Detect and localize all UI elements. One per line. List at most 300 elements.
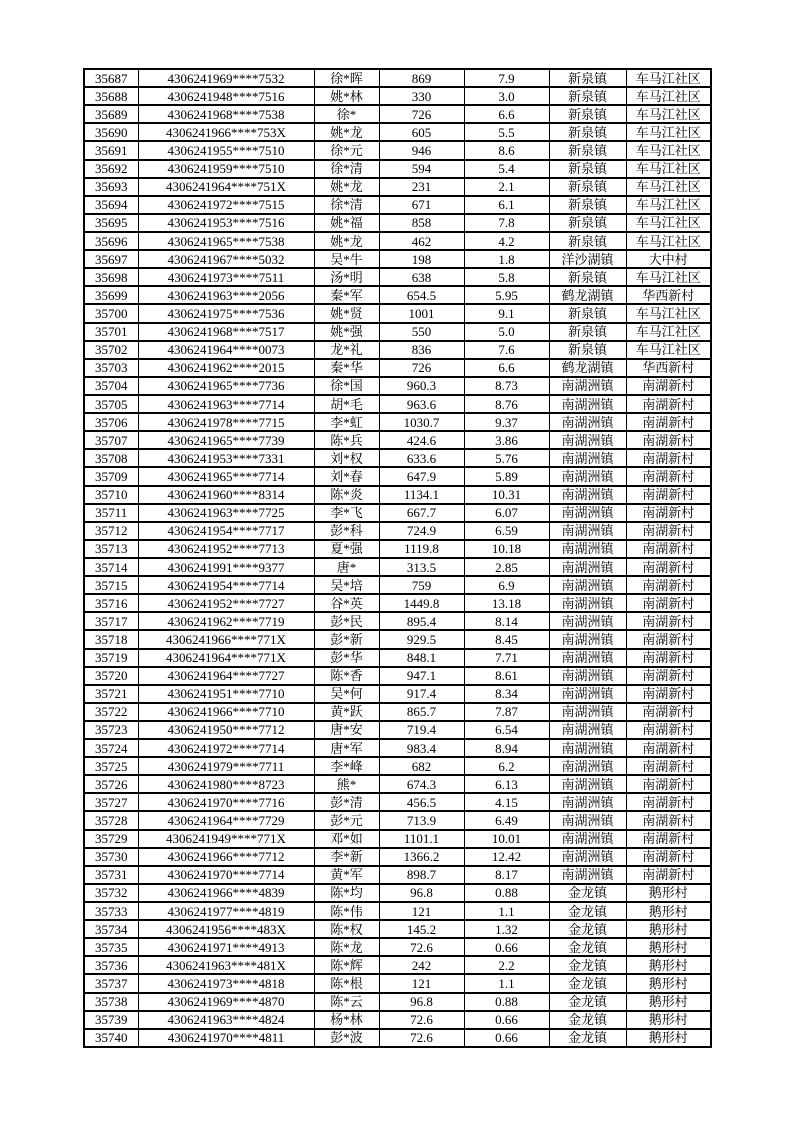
table-cell-name: 吴*何 — [314, 685, 379, 703]
table-cell-village: 鹅形村 — [626, 920, 711, 938]
table-cell-name: 姚*龙 — [314, 123, 379, 141]
table-cell-town: 南湖洲镇 — [549, 721, 626, 739]
table-cell-seq: 35719 — [84, 649, 138, 667]
table-cell-value2: 8.34 — [464, 685, 549, 703]
table-cell-name: 陈*伟 — [314, 902, 379, 920]
table-cell-town: 南湖洲镇 — [549, 775, 626, 793]
table-cell-name: 吴*培 — [314, 576, 379, 594]
table-cell-seq: 35712 — [84, 522, 138, 540]
table-cell-seq: 35715 — [84, 576, 138, 594]
table-cell-seq: 35721 — [84, 685, 138, 703]
table-cell-value1: 898.7 — [379, 866, 464, 884]
table-cell-value1: 72.6 — [379, 1011, 464, 1029]
table-cell-town: 南湖洲镇 — [549, 522, 626, 540]
table-cell-id-number: 4306241964****7727 — [138, 667, 314, 685]
table-row — [84, 214, 711, 232]
table-cell-village: 鹅形村 — [626, 938, 711, 956]
table-row — [84, 703, 711, 721]
table-cell-id-number: 4306241970****7714 — [138, 866, 314, 884]
table-cell-town: 南湖洲镇 — [549, 540, 626, 558]
table-cell-town: 新泉镇 — [549, 105, 626, 123]
table-row — [84, 105, 711, 123]
table-cell-value2: 1.32 — [464, 920, 549, 938]
table-cell-value1: 550 — [379, 323, 464, 341]
table-cell-seq: 35700 — [84, 304, 138, 322]
table-cell-seq: 35727 — [84, 793, 138, 811]
table-cell-name: 徐*清 — [314, 160, 379, 178]
table-cell-name: 唐* — [314, 558, 379, 576]
table-cell-value2: 8.73 — [464, 377, 549, 395]
table-cell-value2: 10.31 — [464, 486, 549, 504]
table-cell-id-number: 4306241956****483X — [138, 920, 314, 938]
table-cell-value2: 0.88 — [464, 884, 549, 902]
table-cell-village: 华西新村 — [626, 359, 711, 377]
table-cell-id-number: 4306241953****7516 — [138, 214, 314, 232]
table-cell-town: 新泉镇 — [549, 304, 626, 322]
table-cell-seq: 35705 — [84, 395, 138, 413]
table-cell-value2: 3.0 — [464, 87, 549, 105]
table-cell-value2: 1.1 — [464, 902, 549, 920]
table-cell-value2: 0.66 — [464, 938, 549, 956]
table-cell-value1: 96.8 — [379, 993, 464, 1011]
table-cell-id-number: 4306241968****7538 — [138, 105, 314, 123]
table-cell-id-number: 4306241962****2015 — [138, 359, 314, 377]
table-cell-value1: 983.4 — [379, 739, 464, 757]
table-cell-village: 南湖新村 — [626, 866, 711, 884]
table-cell-value1: 633.6 — [379, 449, 464, 467]
table-row — [84, 87, 711, 105]
table-cell-value1: 605 — [379, 123, 464, 141]
table-cell-value2: 12.42 — [464, 848, 549, 866]
table-cell-name: 熊* — [314, 775, 379, 793]
table-cell-name: 邓*如 — [314, 830, 379, 848]
table-cell-value1: 330 — [379, 87, 464, 105]
table-cell-seq: 35731 — [84, 866, 138, 884]
table-cell-town: 金龙镇 — [549, 902, 626, 920]
table-cell-value2: 6.9 — [464, 576, 549, 594]
table-cell-name: 李*虹 — [314, 413, 379, 431]
table-row — [84, 178, 711, 196]
table-cell-value1: 719.4 — [379, 721, 464, 739]
table-row — [84, 69, 711, 87]
table-cell-value1: 848.1 — [379, 649, 464, 667]
table-cell-village: 南湖新村 — [626, 630, 711, 648]
table-cell-seq: 35687 — [84, 69, 138, 87]
table-cell-town: 新泉镇 — [549, 323, 626, 341]
table-cell-name: 姚*龙 — [314, 232, 379, 250]
table-cell-town: 南湖洲镇 — [549, 757, 626, 775]
table-cell-seq: 35699 — [84, 286, 138, 304]
table-cell-name: 徐*晖 — [314, 69, 379, 87]
table-row — [84, 341, 711, 359]
table-cell-village: 鹅形村 — [626, 974, 711, 992]
table-cell-name: 姚*林 — [314, 87, 379, 105]
table-cell-name: 陈*根 — [314, 974, 379, 992]
table-cell-seq: 35734 — [84, 920, 138, 938]
table-cell-id-number: 4306241972****7714 — [138, 739, 314, 757]
table-cell-id-number: 4306241949****771X — [138, 830, 314, 848]
table-cell-town: 金龙镇 — [549, 974, 626, 992]
table-cell-id-number: 4306241964****751X — [138, 178, 314, 196]
table-row — [84, 920, 711, 938]
table-cell-seq: 35726 — [84, 775, 138, 793]
table-row — [84, 232, 711, 250]
table-cell-name: 姚*贤 — [314, 304, 379, 322]
table-cell-name: 唐*安 — [314, 721, 379, 739]
table-cell-village: 车马江社区 — [626, 341, 711, 359]
table-cell-village: 华西新村 — [626, 286, 711, 304]
table-cell-value1: 72.6 — [379, 1029, 464, 1047]
table-cell-id-number: 4306241965****7739 — [138, 431, 314, 449]
table-cell-name: 黄*跃 — [314, 703, 379, 721]
table-cell-seq: 35703 — [84, 359, 138, 377]
table-cell-town: 新泉镇 — [549, 123, 626, 141]
table-cell-name: 陈*权 — [314, 920, 379, 938]
table-row — [84, 956, 711, 974]
table-cell-town: 新泉镇 — [549, 178, 626, 196]
table-cell-value1: 96.8 — [379, 884, 464, 902]
table-row — [84, 848, 711, 866]
table-cell-village: 南湖新村 — [626, 739, 711, 757]
table-row — [84, 377, 711, 395]
table-cell-seq: 35701 — [84, 323, 138, 341]
table-cell-value2: 3.86 — [464, 431, 549, 449]
table-row — [84, 649, 711, 667]
table-cell-id-number: 4306241966****771X — [138, 630, 314, 648]
table-cell-town: 南湖洲镇 — [549, 667, 626, 685]
table-cell-town: 南湖洲镇 — [549, 594, 626, 612]
table-cell-name: 陈*云 — [314, 993, 379, 1011]
table-row — [84, 902, 711, 920]
table-cell-village: 车马江社区 — [626, 196, 711, 214]
table-cell-seq: 35729 — [84, 830, 138, 848]
table-cell-value2: 8.76 — [464, 395, 549, 413]
table-row — [84, 866, 711, 884]
table-cell-village: 车马江社区 — [626, 232, 711, 250]
table-row — [84, 504, 711, 522]
table-row — [84, 123, 711, 141]
table-cell-village: 南湖新村 — [626, 377, 711, 395]
table-cell-value2: 2.85 — [464, 558, 549, 576]
table-cell-value2: 0.88 — [464, 993, 549, 1011]
table-cell-town: 南湖洲镇 — [549, 649, 626, 667]
table-cell-village: 南湖新村 — [626, 594, 711, 612]
table-cell-value2: 7.9 — [464, 69, 549, 87]
table-cell-seq: 35735 — [84, 938, 138, 956]
table-cell-seq: 35709 — [84, 467, 138, 485]
table-cell-town: 新泉镇 — [549, 341, 626, 359]
table-cell-value1: 1119.8 — [379, 540, 464, 558]
table-cell-town: 金龙镇 — [549, 938, 626, 956]
table-cell-village: 车马江社区 — [626, 160, 711, 178]
table-cell-town: 南湖洲镇 — [549, 504, 626, 522]
table-cell-village: 鹅形村 — [626, 1029, 711, 1047]
table-cell-seq: 35707 — [84, 431, 138, 449]
table-cell-id-number: 4306241978****7715 — [138, 413, 314, 431]
table-cell-value2: 5.89 — [464, 467, 549, 485]
table-cell-value1: 1030.7 — [379, 413, 464, 431]
table-cell-village: 鹅形村 — [626, 993, 711, 1011]
table-cell-value2: 6.59 — [464, 522, 549, 540]
table-cell-value1: 121 — [379, 902, 464, 920]
table-cell-name: 彭*民 — [314, 612, 379, 630]
table-cell-town: 南湖洲镇 — [549, 703, 626, 721]
table-cell-id-number: 4306241960****8314 — [138, 486, 314, 504]
table-cell-value1: 895.4 — [379, 612, 464, 630]
table-cell-seq: 35711 — [84, 504, 138, 522]
table-cell-town: 南湖洲镇 — [549, 848, 626, 866]
table-row — [84, 1029, 711, 1047]
table-cell-seq: 35691 — [84, 141, 138, 159]
table-row — [84, 413, 711, 431]
table-cell-seq: 35697 — [84, 250, 138, 268]
table-cell-town: 新泉镇 — [549, 160, 626, 178]
table-cell-value1: 960.3 — [379, 377, 464, 395]
table-row — [84, 558, 711, 576]
table-cell-seq: 35706 — [84, 413, 138, 431]
table-cell-seq: 35736 — [84, 956, 138, 974]
table-cell-id-number: 4306241954****7717 — [138, 522, 314, 540]
table-cell-village: 南湖新村 — [626, 667, 711, 685]
table-cell-value2: 8.6 — [464, 141, 549, 159]
table-cell-id-number: 4306241966****4839 — [138, 884, 314, 902]
table-cell-village: 鹅形村 — [626, 956, 711, 974]
table-cell-id-number: 4306241970****4811 — [138, 1029, 314, 1047]
table-cell-town: 南湖洲镇 — [549, 486, 626, 504]
table-cell-value1: 929.5 — [379, 630, 464, 648]
table-cell-seq: 35717 — [84, 612, 138, 630]
table-row — [84, 141, 711, 159]
table-cell-value2: 9.1 — [464, 304, 549, 322]
table-cell-id-number: 4306241966****7712 — [138, 848, 314, 866]
table-cell-value1: 1449.8 — [379, 594, 464, 612]
table-cell-village: 南湖新村 — [626, 649, 711, 667]
table-row — [84, 160, 711, 178]
table-cell-village: 车马江社区 — [626, 105, 711, 123]
table-cell-village: 鹅形村 — [626, 1011, 711, 1029]
table-row — [84, 884, 711, 902]
table-cell-seq: 35696 — [84, 232, 138, 250]
table-cell-name: 陈*炎 — [314, 486, 379, 504]
table-cell-town: 南湖洲镇 — [549, 739, 626, 757]
table-cell-name: 陈*香 — [314, 667, 379, 685]
table-cell-value2: 6.49 — [464, 811, 549, 829]
table-cell-value2: 7.71 — [464, 649, 549, 667]
table-cell-id-number: 4306241977****4819 — [138, 902, 314, 920]
table-cell-value1: 424.6 — [379, 431, 464, 449]
table-cell-town: 金龙镇 — [549, 956, 626, 974]
table-cell-town: 南湖洲镇 — [549, 558, 626, 576]
table-cell-value1: 836 — [379, 341, 464, 359]
table-cell-id-number: 4306241972****7515 — [138, 196, 314, 214]
table-cell-id-number: 4306241965****7714 — [138, 467, 314, 485]
table-cell-value1: 667.7 — [379, 504, 464, 522]
table-cell-town: 新泉镇 — [549, 268, 626, 286]
table-cell-value1: 947.1 — [379, 667, 464, 685]
table-cell-seq: 35732 — [84, 884, 138, 902]
table-cell-value2: 7.87 — [464, 703, 549, 721]
table-row — [84, 359, 711, 377]
table-cell-town: 南湖洲镇 — [549, 811, 626, 829]
table-cell-name: 徐*清 — [314, 196, 379, 214]
table-cell-seq: 35708 — [84, 449, 138, 467]
table-cell-id-number: 4306241971****4913 — [138, 938, 314, 956]
table-cell-seq: 35740 — [84, 1029, 138, 1047]
table-cell-village: 南湖新村 — [626, 793, 711, 811]
table-row — [84, 721, 711, 739]
table-cell-name: 彭*华 — [314, 649, 379, 667]
table-row — [84, 757, 711, 775]
table-cell-name: 李*新 — [314, 848, 379, 866]
table-cell-name: 唐*军 — [314, 739, 379, 757]
table-row — [84, 775, 711, 793]
table-cell-id-number: 4306241955****7510 — [138, 141, 314, 159]
table-cell-seq: 35733 — [84, 902, 138, 920]
table-cell-value2: 8.17 — [464, 866, 549, 884]
table-cell-village: 车马江社区 — [626, 304, 711, 322]
table-cell-town: 金龙镇 — [549, 1029, 626, 1047]
table-cell-id-number: 4306241963****7714 — [138, 395, 314, 413]
table-cell-village: 南湖新村 — [626, 703, 711, 721]
table-cell-value2: 6.2 — [464, 757, 549, 775]
table-cell-town: 南湖洲镇 — [549, 612, 626, 630]
table-cell-value1: 242 — [379, 956, 464, 974]
table-cell-village: 车马江社区 — [626, 323, 711, 341]
table-cell-name: 吴*牛 — [314, 250, 379, 268]
table-cell-seq: 35695 — [84, 214, 138, 232]
table-cell-village: 车马江社区 — [626, 69, 711, 87]
table-cell-village: 南湖新村 — [626, 612, 711, 630]
table-cell-seq: 35728 — [84, 811, 138, 829]
table-cell-town: 金龙镇 — [549, 993, 626, 1011]
table-row — [84, 486, 711, 504]
table-cell-value2: 2.2 — [464, 956, 549, 974]
table-cell-name: 刘*权 — [314, 449, 379, 467]
table-cell-value2: 1.8 — [464, 250, 549, 268]
table-cell-seq: 35730 — [84, 848, 138, 866]
table-cell-id-number: 4306241973****7511 — [138, 268, 314, 286]
table-cell-value1: 121 — [379, 974, 464, 992]
table-row — [84, 938, 711, 956]
table-cell-name: 彭*波 — [314, 1029, 379, 1047]
table-cell-village: 南湖新村 — [626, 685, 711, 703]
table-cell-village: 南湖新村 — [626, 721, 711, 739]
table-cell-name: 姚*福 — [314, 214, 379, 232]
table-cell-name: 陈*均 — [314, 884, 379, 902]
table-cell-value2: 4.15 — [464, 793, 549, 811]
table-cell-town: 新泉镇 — [549, 232, 626, 250]
table-cell-value2: 6.07 — [464, 504, 549, 522]
table-cell-town: 新泉镇 — [549, 141, 626, 159]
table-cell-value1: 671 — [379, 196, 464, 214]
table-cell-name: 徐*元 — [314, 141, 379, 159]
table-cell-id-number: 4306241964****0073 — [138, 341, 314, 359]
table-cell-village: 车马江社区 — [626, 141, 711, 159]
table-cell-village: 大中村 — [626, 250, 711, 268]
table-cell-name: 彭*科 — [314, 522, 379, 540]
table-cell-value1: 682 — [379, 757, 464, 775]
table-cell-town: 南湖洲镇 — [549, 377, 626, 395]
table-cell-town: 洋沙湖镇 — [549, 250, 626, 268]
table-cell-value2: 10.01 — [464, 830, 549, 848]
table-row — [84, 268, 711, 286]
table-cell-town: 鹤龙湖镇 — [549, 286, 626, 304]
table-cell-value2: 5.0 — [464, 323, 549, 341]
table-cell-id-number: 4306241965****7736 — [138, 377, 314, 395]
table-cell-value1: 638 — [379, 268, 464, 286]
table-cell-id-number: 4306241991****9377 — [138, 558, 314, 576]
table-cell-town: 金龙镇 — [549, 1011, 626, 1029]
table-cell-village: 鹅形村 — [626, 902, 711, 920]
table-cell-id-number: 4306241967****5032 — [138, 250, 314, 268]
table-cell-name: 秦*军 — [314, 286, 379, 304]
table-row — [84, 594, 711, 612]
table-row — [84, 1011, 711, 1029]
table-cell-value2: 6.6 — [464, 105, 549, 123]
table-row — [84, 467, 711, 485]
table-cell-value1: 713.9 — [379, 811, 464, 829]
table-cell-id-number: 4306241968****7517 — [138, 323, 314, 341]
table-cell-name: 徐* — [314, 105, 379, 123]
table-cell-village: 南湖新村 — [626, 504, 711, 522]
table-cell-village: 南湖新村 — [626, 431, 711, 449]
table-cell-value2: 8.14 — [464, 612, 549, 630]
table-cell-value1: 726 — [379, 359, 464, 377]
table-row — [84, 522, 711, 540]
table-cell-name: 李*飞 — [314, 504, 379, 522]
table-row — [84, 395, 711, 413]
table-cell-village: 鹅形村 — [626, 884, 711, 902]
table-cell-value2: 7.6 — [464, 341, 549, 359]
table-cell-id-number: 4306241966****7710 — [138, 703, 314, 721]
table-row — [84, 540, 711, 558]
table-cell-name: 刘*春 — [314, 467, 379, 485]
table-row — [84, 830, 711, 848]
table-cell-seq: 35738 — [84, 993, 138, 1011]
table-cell-value1: 674.3 — [379, 775, 464, 793]
table-cell-value2: 6.54 — [464, 721, 549, 739]
table-cell-value2: 10.18 — [464, 540, 549, 558]
table-cell-seq: 35692 — [84, 160, 138, 178]
table-cell-value2: 5.76 — [464, 449, 549, 467]
table-cell-id-number: 4306241965****7538 — [138, 232, 314, 250]
table-cell-town: 金龙镇 — [549, 884, 626, 902]
table-row — [84, 667, 711, 685]
table-cell-value1: 594 — [379, 160, 464, 178]
table-cell-village: 南湖新村 — [626, 757, 711, 775]
table-cell-name: 谷*英 — [314, 594, 379, 612]
table-cell-name: 姚*龙 — [314, 178, 379, 196]
table-cell-id-number: 4306241951****7710 — [138, 685, 314, 703]
table-cell-id-number: 4306241970****7716 — [138, 793, 314, 811]
table-cell-id-number: 4306241973****4818 — [138, 974, 314, 992]
table-cell-seq: 35737 — [84, 974, 138, 992]
table-row — [84, 685, 711, 703]
table-cell-seq: 35690 — [84, 123, 138, 141]
table-cell-value2: 13.18 — [464, 594, 549, 612]
table-cell-village: 车马江社区 — [626, 123, 711, 141]
table-cell-value2: 7.8 — [464, 214, 549, 232]
table-row — [84, 993, 711, 1011]
table-cell-name: 陈*兵 — [314, 431, 379, 449]
table-cell-id-number: 4306241963****2056 — [138, 286, 314, 304]
table-cell-id-number: 4306241964****7729 — [138, 811, 314, 829]
table-cell-value1: 858 — [379, 214, 464, 232]
records-table — [83, 68, 712, 1048]
table-cell-id-number: 4306241954****7714 — [138, 576, 314, 594]
table-row — [84, 630, 711, 648]
table-cell-id-number: 4306241948****7516 — [138, 87, 314, 105]
